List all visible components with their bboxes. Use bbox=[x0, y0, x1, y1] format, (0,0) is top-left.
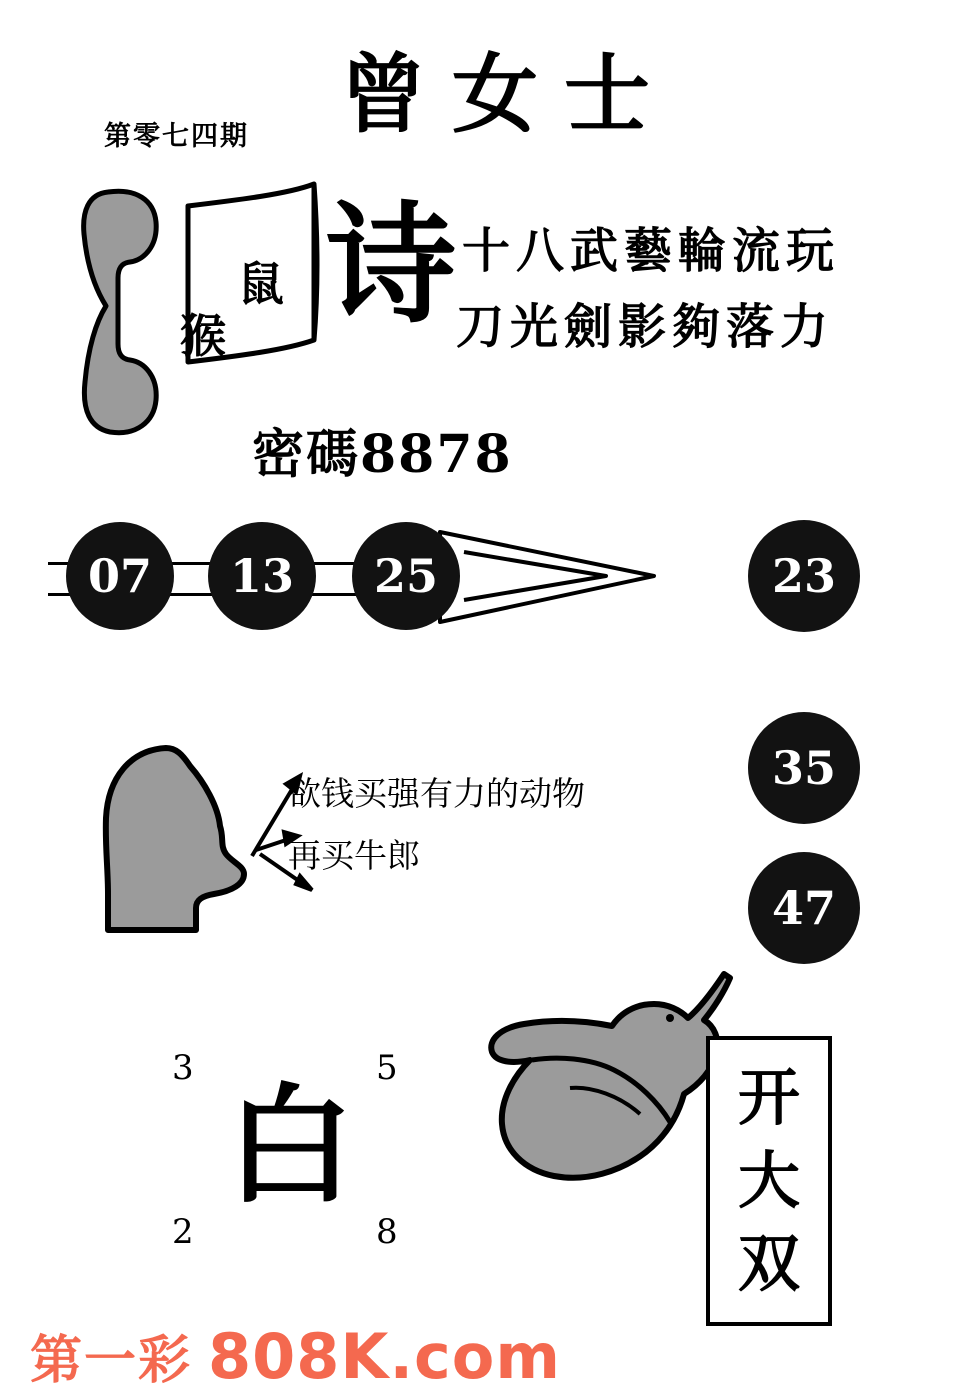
number-ball: 47 bbox=[748, 852, 860, 964]
number-ball: 35 bbox=[748, 712, 860, 824]
poem-line-1: 十八武藝輪流玩 bbox=[462, 223, 841, 279]
footer-brand bbox=[30, 1318, 561, 1393]
corner-digit-bottom-right: 8 bbox=[376, 1212, 398, 1252]
right-arrow-icon bbox=[430, 528, 660, 626]
issue-label: 第零七四期 bbox=[104, 121, 249, 152]
password-code: 密碼8878 bbox=[252, 424, 513, 485]
color-word: 白 bbox=[226, 1071, 355, 1221]
footer-brand-cn: 第一彩 bbox=[30, 1330, 193, 1391]
zodiac-rat: 鼠 bbox=[238, 257, 284, 311]
banner-char-2: 大 bbox=[737, 1144, 800, 1217]
banner-char-3: 双 bbox=[737, 1227, 800, 1300]
poem-character: 诗 bbox=[326, 188, 457, 341]
number-ball: 25 bbox=[352, 522, 460, 630]
number-ball: 07 bbox=[66, 522, 174, 630]
hint-line-2: 再买牛郎 bbox=[288, 836, 420, 875]
poem-line-2: 刀光劍影夠落力 bbox=[456, 299, 835, 355]
corner-digit-top-right: 5 bbox=[376, 1048, 398, 1088]
corner-digit-bottom-left: 2 bbox=[172, 1212, 194, 1252]
number-ball: 23 bbox=[748, 520, 860, 632]
corner-digit-top-left: 3 bbox=[172, 1048, 194, 1088]
banner-char-1: 开 bbox=[737, 1061, 800, 1134]
footer-site-url: 808K.com bbox=[208, 1320, 561, 1393]
number-ball: 13 bbox=[208, 522, 316, 630]
zodiac-monkey: 猴 bbox=[180, 309, 226, 363]
hint-line-1: 欲钱买强有力的动物 bbox=[288, 774, 585, 813]
phone-handset-icon bbox=[78, 186, 168, 436]
page-title: 曾女士 bbox=[340, 44, 676, 145]
banner-box bbox=[706, 1036, 832, 1326]
